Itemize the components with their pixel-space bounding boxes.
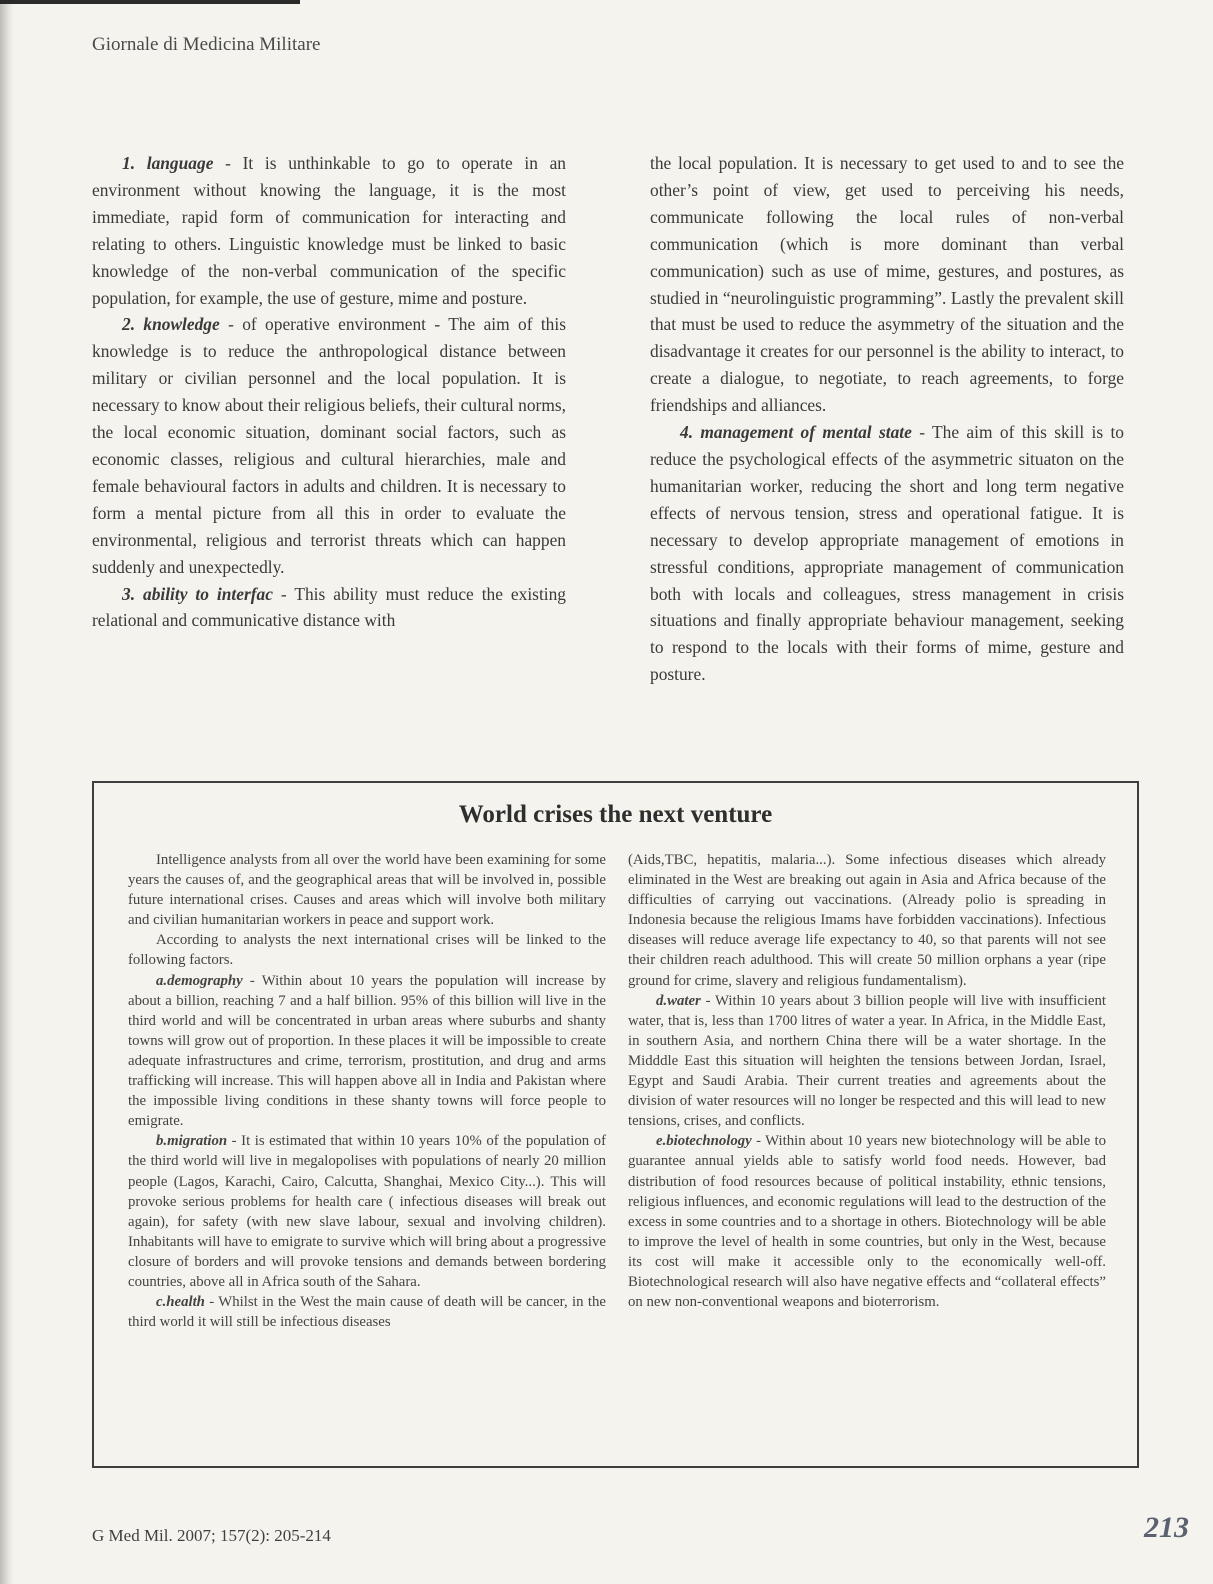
term-biotechnology: e.biotechnology: [656, 1133, 752, 1150]
paragraph-ability-continued: the local population. It is necessary to get used to and to see the other’s point of view, get used to perceiving his needs, communicate following the local rules of non-verbal communication (which is more dominant than verbal communication) such as use of mime, gestures, and postures, as studied in “neurolinguistic programming”. Lastly the prevalent skill that must be used to reduce the asymmetry of the situation and the disadvantage it creates for our personnel is the ability to interact, to create a dialogue, to negotiate, to reach agreements, to forge friendships and alliances.: [650, 153, 1124, 416]
paragraph-text: - It is unthinkable to go to operate in an environment without knowing the language, it is the most immediate, rapid form of communication for interacting and relating to others. Linguistic knowledge must be linked to basic knowledge of the non-verbal communication of the specific population, for example, the use of gesture, mime and posture.: [92, 153, 566, 308]
term-mental-state: 4. management of mental state: [680, 422, 912, 443]
running-head: Giornale di Medicina Militare: [92, 34, 321, 55]
main-right-column: [650, 150, 1124, 688]
term-health: c.health: [156, 1294, 205, 1311]
paragraph-text: - of operative environment - The aim of this knowledge is to reduce the anthropological distance between military or civilian personnel and the local population. It is necessary to know about their religious beliefs, their cultural norms, the local economic situation, dominant social factors, such as economic classes, religious and cultural hierarchies, male and female behavioural factors in adults and children. It is necessary to form a mental picture from all this in order to evaluate the environmental, religious and terrorist threats which can happen suddenly and unexpectedly.: [92, 314, 566, 577]
paragraph-text: - Within 10 years about 3 billion people will live with insufficient water, that is, less than 1700 litres of water a year. In Africa, in the Middle East, in southern Asia, and northern China there will be a water shortage. In the Midddle East this situation will heighten the tensions between Jordan, Israel, Egypt and Saudi Arabia. Their current treaties and agreements about the division of water resources will no longer be respected and this will lead to new tensions, crises, and conflicts.: [628, 992, 1106, 1130]
paragraph-text: - Within about 10 years the population will increase by about a billion, reaching 7 and a half billion. 95% of this billion will live in the third world and will be concentrated in urban areas where suburbs and shanty towns will grow out of proportion. In these places it will be impossible to create adequate infrastructures and crime, terrorism, prostitution, and drug and arms trafficking will increase. This will happen above all in India and Pakistan where the impossible living conditions in these shanty towns will force people to emigrate.: [128, 972, 606, 1130]
box-paragraph-intro: Intelligence analysts from all over the world have been examining for some years the causes of, and the geographical areas that will be involved in, possible future international crises. Causes and areas which will involve both military and civilian humanitarian workers in peace and support work.: [128, 852, 606, 929]
sidebar-box: [92, 781, 1139, 1468]
box-left-column: [128, 850, 606, 1332]
footer-citation: G Med Mil. 2007; 157(2): 205-214: [92, 1526, 331, 1545]
box-paragraph-health-continued: (Aids,TBC, hepatitis, malaria...). Some infectious diseases which already eliminated in the West are breaking out again in Asia and Africa because of the difficulties of carrying out vaccinations. (Already polio is spreading in Indonesia because the religious Imams have forbidden vaccinations). Infectious diseases will reduce average life expectancy to 40, so that parents will not see their children reach adulthood. This will create 50 million orphans a year (ripe ground for crime, slavery and religious fundamentalism).: [628, 852, 1106, 989]
paragraph-text: - This ability must reduce the existing relational and communicative distance with: [92, 583, 566, 631]
paragraph-ability: [92, 581, 566, 635]
box-paragraph-biotechnology: [628, 1131, 1106, 1312]
paragraph-text: - Whilst in the West the main cause of death will be cancer, in the third world it will still be infectious diseases: [128, 1294, 606, 1331]
term-knowledge: 2. knowledge: [122, 314, 220, 335]
term-migration: b.migration: [156, 1133, 228, 1150]
paragraph-text: - Within about 10 years new biotechnology will be able to guarantee annual yields able to satisfy world food needs. However, bad distribution of food resources because of political instability, ethnic tensions, religious influences, and economic regulations will lead to the destruction of the excess in some countries and to a shortage in others. Biotechnology will be able to improve the level of health in some countries, but only in the West, because its cost will make it accessible only to the economically well-off. Biotechnological research will also have negative effects and “collateral effects” on new non-conventional weapons and bioterrorism.: [628, 1133, 1106, 1311]
term-language: 1. language: [122, 153, 214, 173]
term-water: d.water: [656, 992, 701, 1009]
scan-edge-shadow: [0, 0, 14, 1584]
box-paragraph-water: [628, 991, 1106, 1132]
box-paragraph-health: [128, 1292, 606, 1332]
page-number: 213: [1144, 1511, 1189, 1544]
paragraph-knowledge: [92, 311, 566, 580]
paragraph-language: [92, 150, 566, 311]
box-paragraph-factors: According to analysts the next international crises will be linked to the following factors.: [128, 932, 606, 969]
box-right-column: [628, 850, 1106, 1312]
paragraph-text: - It is estimated that within 10 years 10% of the population of the third world will live in megalopolises with populations of nearly 20 million people (Lagos, Karachi, Cairo, Calcutta, Shanghai, Mexico City...). This will provoke serious problems for health care ( infectious diseases will break out again), for safety (with new slave labour, sexual and involving children). Inhabitants will have to emigrate to survive which will bring about a progressive closure of borders and will provoke tensions and demands between bordering countries, above all in Africa south of the Sahara.: [128, 1133, 606, 1290]
box-paragraph-demography: [128, 971, 606, 1132]
box-title: World crises the next venture: [458, 801, 773, 828]
scan-top-mark: [0, 0, 300, 4]
main-left-column: [92, 150, 566, 634]
paragraph-text: - The aim of this skill is to reduce the psychological effects of the asymmetric situaton on the humanitarian worker, reducing the short and long term negative effects of nervous tension, stress and operational fatigue. It is necessary to develop appropriate management of emotions in stressful conditions, appropriate management of communication both with locals and colleagues, stress management in crisis situations and finally appropriate behaviour management, seeking to respond to the locals with their forms of mime, gesture and posture.: [650, 422, 1124, 685]
term-ability: 3. ability to interfac: [122, 583, 273, 604]
box-paragraph-migration: [128, 1131, 606, 1292]
term-demography: a.demography: [156, 972, 243, 989]
paragraph-mental-state: [650, 419, 1124, 688]
